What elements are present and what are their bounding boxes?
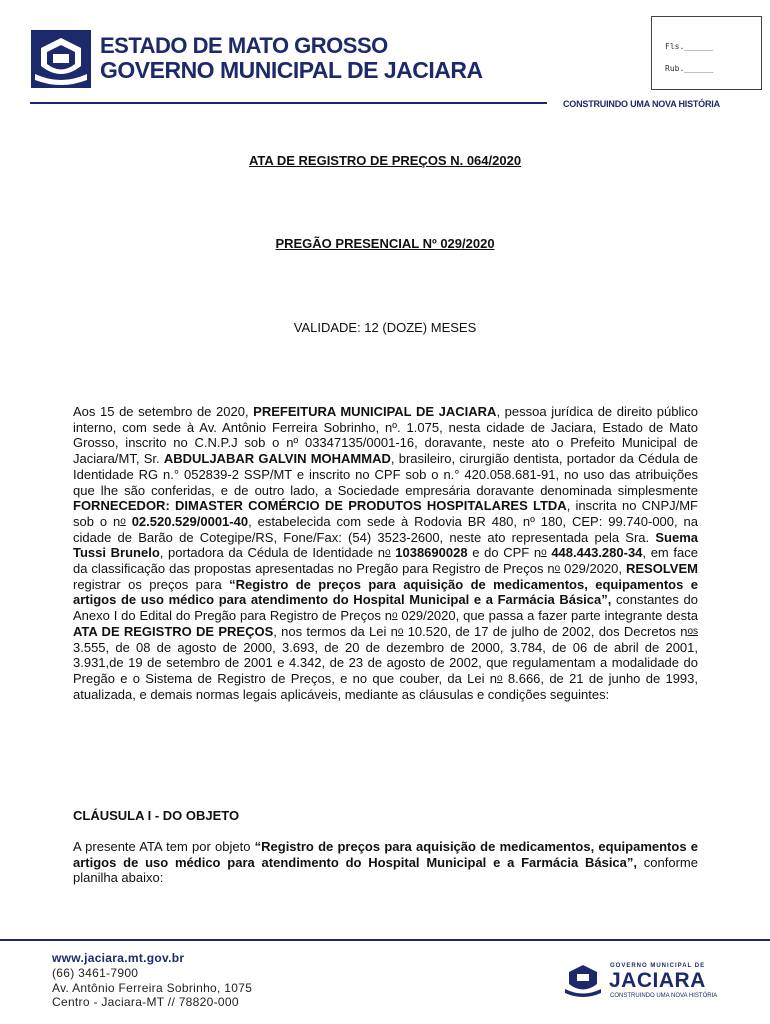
stamp-rub-field: Rub.______ [665,64,714,73]
footer-address: Av. Antônio Ferreira Sobrinho, 1075 [52,981,253,995]
validity-line: VALIDADE: 12 (DOZE) MESES [293,320,477,335]
header-slogan: CONSTRUINDO UMA NOVA HISTÓRIA [563,99,720,109]
municipal-crest-icon [563,962,603,998]
footer-phone: (66) 3461-7900 [52,966,139,980]
page-stamp-box [651,16,762,90]
header-government-name: GOVERNO MUNICIPAL DE JACIARA [100,57,483,83]
header-state-name: ESTADO DE MATO GROSSO [100,33,388,58]
footer-city: Centro - Jaciara-MT // 78820-000 [52,995,239,1009]
stamp-fls-field: Fls.______ [665,42,714,51]
header-divider [30,102,547,104]
pregao-title: PREGÃO PRESENCIAL Nº 029/2020 [275,236,495,251]
clause-heading: CLÁUSULA I - DO OBJETO [73,808,240,823]
opening-paragraph: Aos 15 de setembro de 2020, PREFEITURA MUNICIPAL DE JACIARA, pessoa jurídica de direito público interno, com sede à Av. Antônio Ferreira Sobrinho, nº. 1.075, nesta cidade de Jaciara, Estado de Mato Grosso, inscrito no C.N.P.J sob o nº 03347135/0001-16, doravante, neste ato o Prefeito Municipal de Jaciara/MT, Sr. ABDULJABAR GALVIN MOHAMMAD, brasileiro, cirurgião dentista, portador da Cédula de Identidade RG n.° 052839-2 SSP/MT e inscrito no CPF sob o n.° 420.058.681-91, no uso das atribuições que lhe são conferidas, e de outro lado, a Sociedade empresária doravante denominada simplesmente FORNECEDOR: DIMASTER COMÉRCIO DE PRODUTOS HOSPITALARES LTDA, inscrita no CNPJ/MF sob o $n^o$ 02.520.529/0001-40, estabelecida com sede à Rodovia BR 480, nº 180, CEP: 99.740-000, na cidade de Barão de Cotegipe/RS, Fone/Fax: (54) 3523-2600, neste ato representada pela Sra. Suema Tussi Brunelo, portadora da Cédula de Identidade $n^o$ 1038690028 e do CPF $n^o$ 448.443.280-34, em face da classificação das propostas apresentadas no Pregão para Registro de Preços $n^o$ 029/2020, RESOLVEM registrar os preços para “Registro de preços para aquisição de medicamentos, equipamentos e artigos de uso médico para atendimento do Hospital Municipal e a Farmácia Básica”, constantes do Anexo I do Edital do Pregão para Registro de Preços $n^o$ 029/2020, que passa a fazer parte integrante desta ATA DE REGISTRO DE PREÇOS, nos termos da Lei $n^o$ 10.520, de 17 de julho de 2002, dos Decretos $n^{os}$ 3.555, de 08 de agosto de 2000, 3.693, de 20 de dezembro de 2000, 3.784, de 06 de abril de 2001, 3.931,de 19 de setembro de 2001 e 4.342, de 23 de agosto de 2002, que regulamentam a modalidade do Pregão e o Sistema de Registro de Preços, e no que couber, da Lei $n^o$ 8.666, de 21 de junho de 1993, atualizada, e demais normas legais aplicáveis, mediante as cláusulas e condições seguintes: [73,404,699,702]
footer-logo-top: GOVERNO MUNICIPAL DE [610,963,706,969]
clause-paragraph: A presente ATA tem por objeto “Registro de preços para aquisição de medicamentos, equipamentos e artigos de uso médico para atendimento do Hospital Municipal e a Farmácia Básica”, conforme planilha abaixo: [73,839,698,886]
footer-logo-brand: JACIARA [609,969,706,992]
document-title: ATA DE REGISTRO DE PREÇOS N. 064/2020 [248,153,522,168]
footer-website: www.jaciara.mt.gov.br [52,951,185,965]
footer-logo-slogan: CONSTRUINDO UMA NOVA HISTÓRIA [610,993,718,999]
municipal-crest-icon [31,30,91,88]
footer-divider [0,939,770,941]
